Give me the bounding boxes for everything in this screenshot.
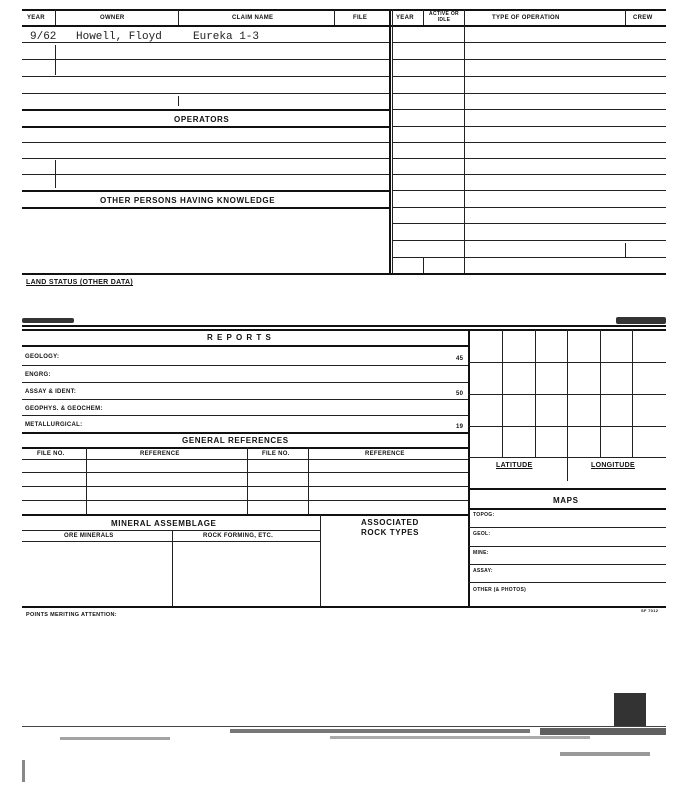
header-crew: CREW (633, 15, 653, 21)
scan-noise (230, 729, 530, 733)
right-row-line (392, 257, 666, 258)
report-row-line (22, 415, 468, 416)
map-item: ASSAY: (473, 568, 493, 574)
map-row-line (468, 582, 666, 583)
scan-line (22, 726, 666, 727)
right-row-line (392, 76, 666, 77)
grid-v (632, 329, 633, 457)
maps-title: MAPS (553, 496, 579, 505)
gen-ref-col-divider (86, 447, 87, 514)
faint-divider (178, 96, 179, 106)
scan-smudge-left (22, 318, 74, 323)
center-divider (389, 9, 391, 274)
other-persons-top (22, 190, 389, 192)
right-row-line (392, 59, 666, 60)
gen-ref-header-file-no: FILE NO. (37, 451, 65, 457)
mineral-assemblage-title: MINERAL ASSEMBLAGE (111, 519, 217, 528)
row-line (22, 174, 389, 175)
grid-v (600, 329, 601, 457)
maps-top (468, 488, 666, 490)
grid-h (468, 362, 666, 363)
map-row-line (468, 564, 666, 565)
right-row-line (392, 240, 666, 241)
gen-ref-header-file-no: FILE NO. (262, 451, 290, 457)
entry-claim-name: Eureka 1-3 (193, 31, 260, 43)
gen-ref-col-divider (308, 447, 309, 514)
map-item: GEOL: (473, 531, 491, 537)
reports-top (22, 325, 666, 327)
col-divider (423, 9, 424, 25)
right-row-line (392, 142, 666, 143)
top-table-bottom (22, 273, 666, 275)
right-row-line (392, 158, 666, 159)
report-row-line (22, 382, 468, 383)
report-number: 45 (456, 356, 464, 362)
reports-top-2 (22, 329, 666, 331)
report-label: ASSAY & IDENT: (25, 389, 77, 395)
map-item: MINE: (473, 550, 489, 556)
header-year: YEAR (27, 15, 45, 21)
top-border (22, 9, 666, 11)
report-row-line (22, 365, 468, 366)
scan-black-block (614, 693, 646, 727)
col-divider (178, 9, 179, 25)
faint-divider (55, 160, 56, 188)
grid-h (468, 394, 666, 395)
gen-ref-row-line (22, 486, 468, 487)
right-row-line (392, 174, 666, 175)
faint-divider (55, 45, 56, 75)
rock-forming-header: ROCK FORMING, ETC. (203, 533, 274, 539)
rock-types-label: ROCK TYPES (361, 528, 420, 537)
land-status-label: LAND STATUS (OTHER DATA) (26, 279, 134, 286)
grid-v (502, 329, 503, 457)
mineral-title-bottom (22, 530, 320, 531)
report-label: METALLURGICAL: (25, 422, 83, 428)
col-divider (625, 9, 626, 25)
mineral-header-bottom (22, 541, 320, 542)
report-label: GEOPHYS. & GEOCHEM: (25, 406, 103, 412)
maps-title-bottom (468, 508, 666, 510)
report-label: GEOLOGY: (25, 354, 60, 360)
right-row-line (392, 126, 666, 127)
header-active-idle: ACTIVE OR IDLE (429, 11, 459, 23)
scan-noise (540, 728, 666, 735)
right-row-line (392, 207, 666, 208)
gen-ref-row-line (22, 500, 468, 501)
right-row-line (392, 223, 666, 224)
right-row-line (392, 93, 666, 94)
general-references-title: GENERAL REFERENCES (182, 436, 289, 445)
gen-ref-bottom (22, 514, 468, 516)
gen-ref-row-line (22, 472, 468, 473)
operators-top (22, 109, 389, 111)
gen-ref-header-reference: REFERENCE (365, 451, 405, 457)
report-number: 19 (456, 424, 464, 430)
entry-owner: Howell, Floyd (76, 31, 162, 43)
map-item: TOPOG: (473, 512, 495, 518)
grid-h (468, 426, 666, 427)
row-line (22, 158, 389, 159)
map-row-line (468, 546, 666, 547)
col-divider (55, 9, 56, 25)
other-persons-bottom (22, 207, 389, 209)
right-row-line (392, 190, 666, 191)
report-row-line (22, 399, 468, 400)
operators-label: OPERATORS (174, 115, 230, 124)
map-row-line (468, 527, 666, 528)
faint-divider (625, 243, 626, 257)
grid-v (567, 329, 568, 481)
scan-noise (60, 737, 170, 740)
row-line (22, 76, 389, 77)
entry-year: 9/62 (30, 31, 57, 43)
header-bottom-border (22, 25, 666, 27)
associated-label: ASSOCIATED (361, 518, 419, 527)
col-divider (334, 9, 335, 25)
row-line (22, 59, 389, 60)
header-file: FILE (353, 15, 368, 21)
scan-smudge-right (616, 317, 666, 324)
gen-ref-header-reference: REFERENCE (140, 451, 180, 457)
operators-bottom (22, 126, 389, 128)
row-line (22, 42, 389, 43)
other-persons-label: OTHER PERSONS HAVING KNOWLEDGE (100, 196, 276, 205)
report-rows-bottom (22, 432, 468, 434)
scan-noise (560, 752, 650, 756)
grid-v (535, 329, 536, 457)
ore-minerals-header: ORE MINERALS (64, 533, 114, 539)
report-number: 50 (456, 391, 464, 397)
reports-title: R E P O R T S (207, 333, 272, 342)
faint-divider (423, 257, 424, 274)
header-type-of-operation: TYPE OF OPERATION (492, 15, 560, 21)
right-row-line (392, 109, 666, 110)
header-claim-name: CLAIM NAME (232, 15, 274, 21)
grid-h (468, 457, 666, 458)
form-number: SF 7012 (641, 608, 659, 613)
row-line (22, 142, 389, 143)
mineral-rock-divider (320, 514, 321, 606)
row-line (22, 93, 389, 94)
map-item: OTHER (& PHOTOS) (473, 587, 527, 593)
gen-ref-title-bottom (22, 447, 468, 449)
right-row-line (392, 42, 666, 43)
report-label: ENGRG: (25, 372, 51, 378)
scan-noise (330, 736, 590, 739)
header-year-2: YEAR (396, 15, 414, 21)
reports-bottom (22, 606, 666, 608)
header-owner: OWNER (100, 15, 125, 21)
mineral-col-divider (172, 530, 173, 606)
points-meriting-attention-label: POINTS MERITING ATTENTION: (26, 612, 117, 618)
latitude-label: LATITUDE (496, 462, 533, 469)
gen-ref-header-bottom (22, 459, 468, 460)
reports-title-bottom (22, 345, 468, 347)
scan-noise (22, 760, 25, 782)
gen-ref-col-divider (247, 447, 248, 514)
longitude-label: LONGITUDE (591, 462, 635, 469)
